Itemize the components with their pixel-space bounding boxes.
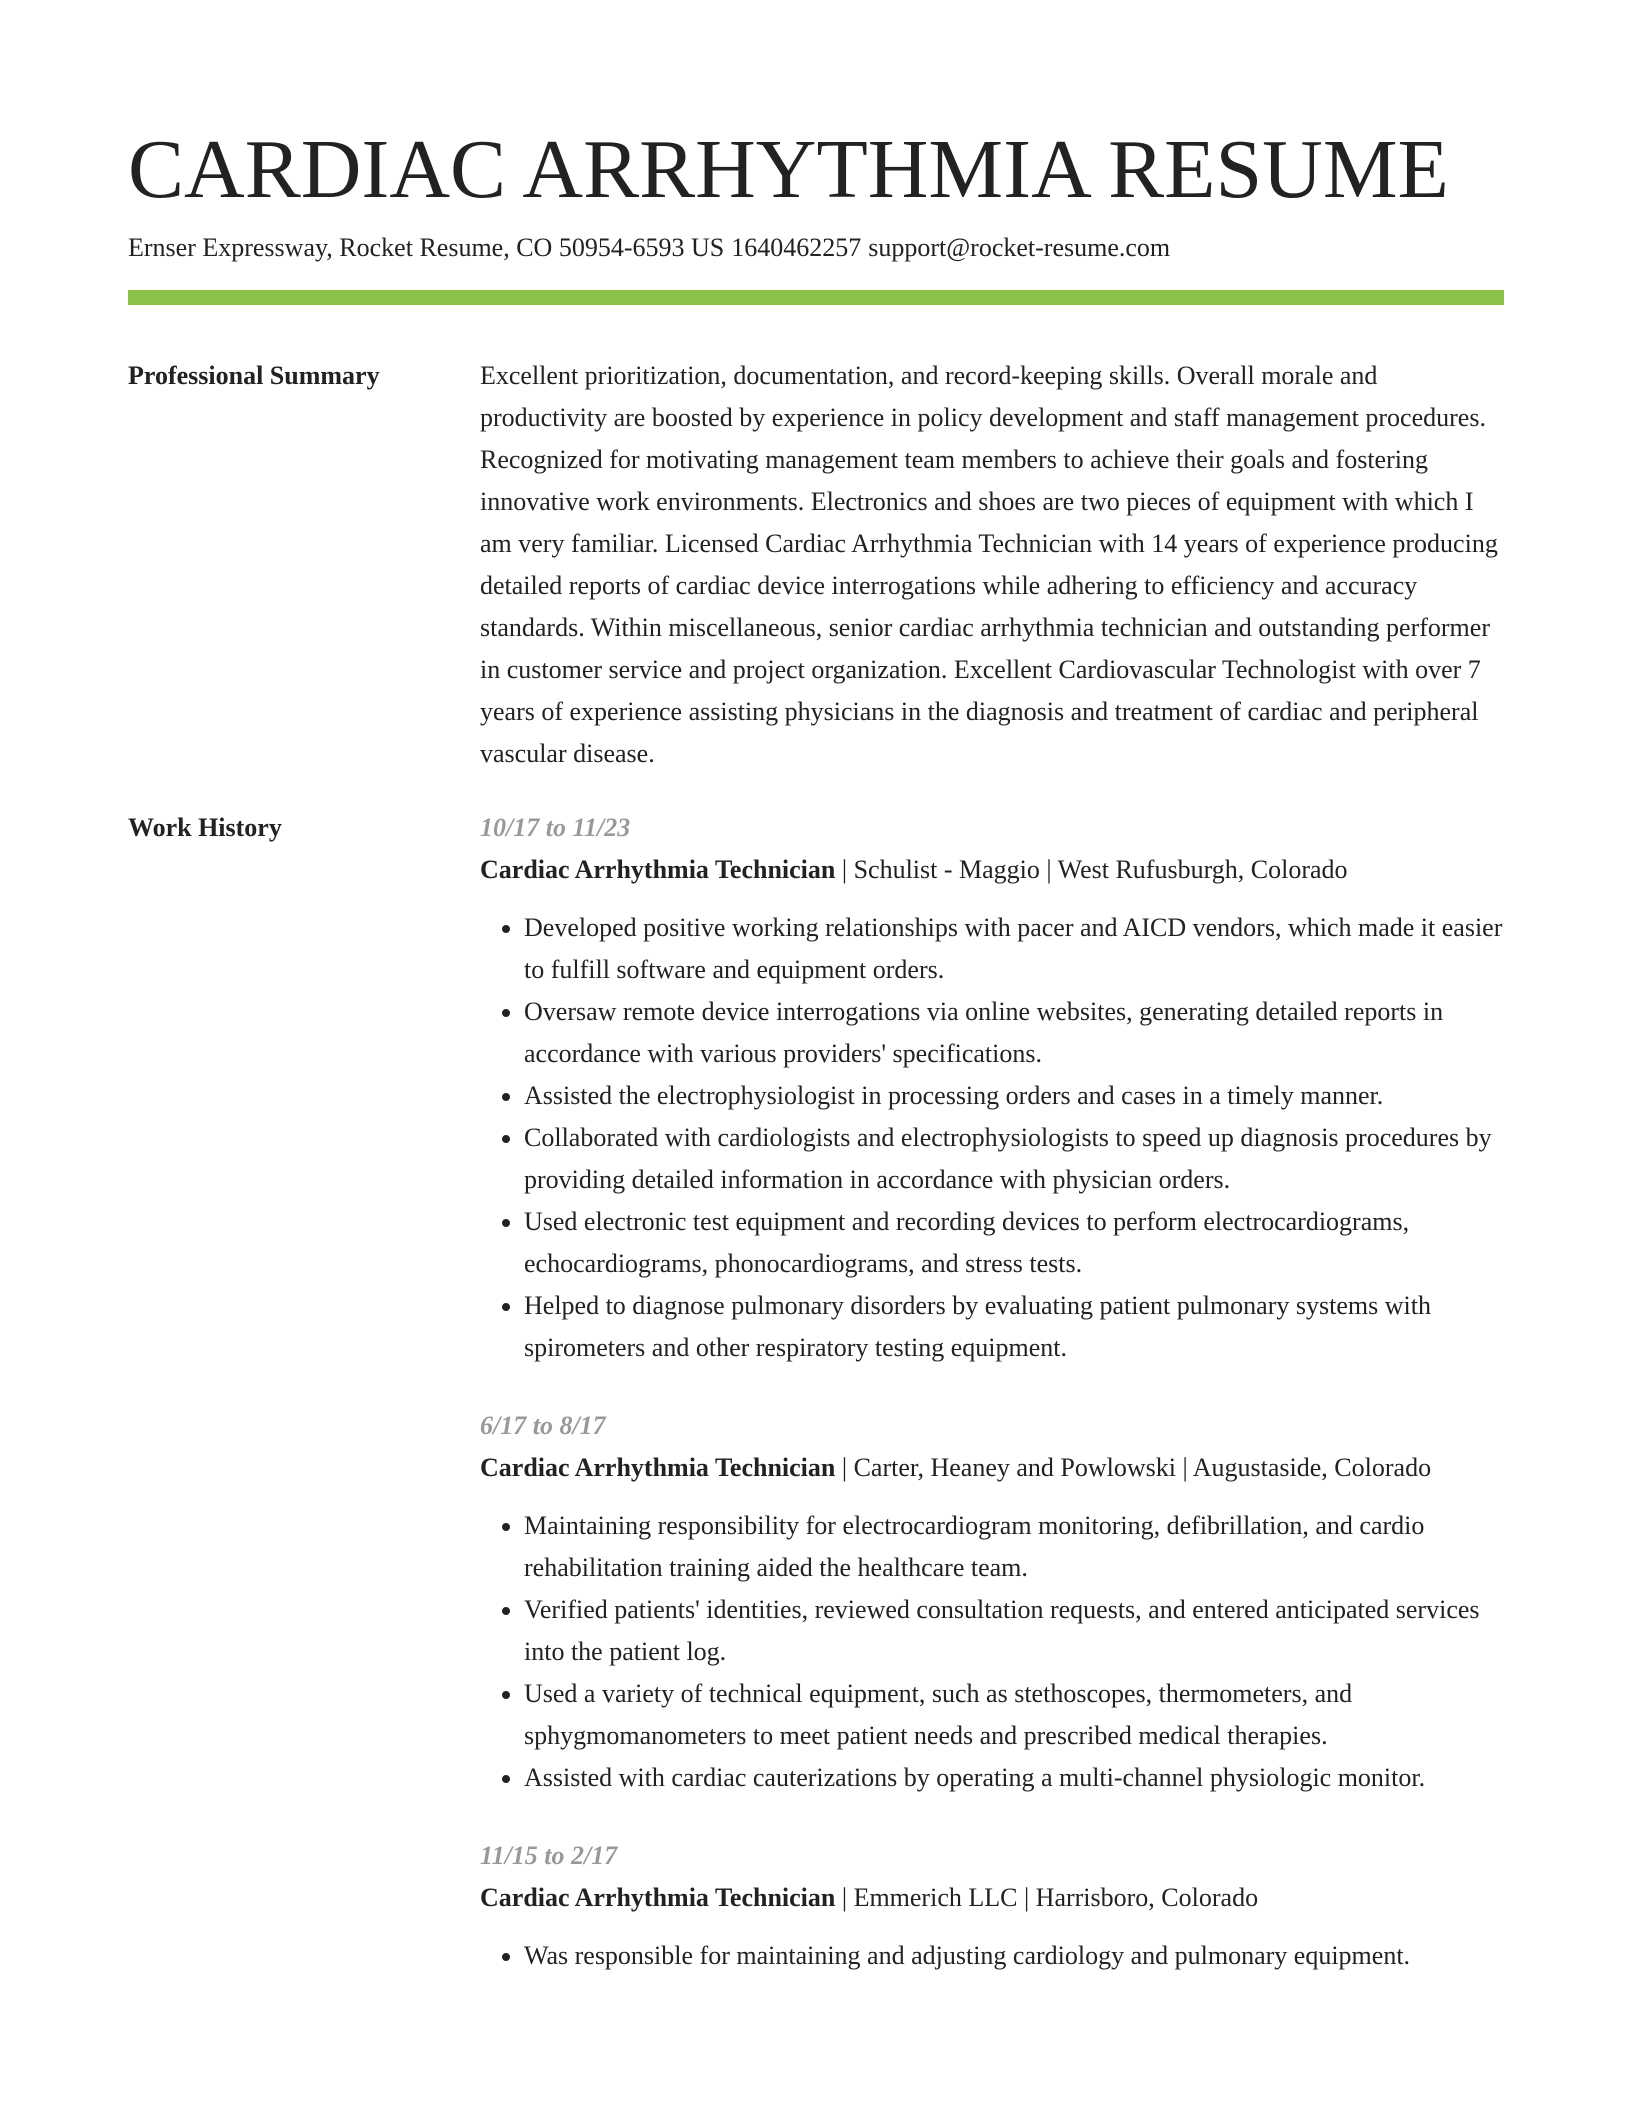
job-title: Cardiac Arrhythmia Technician xyxy=(480,1453,836,1482)
work-history-heading: Work History xyxy=(128,813,282,842)
summary-section xyxy=(128,355,1504,775)
job-employer-location: | Schulist - Maggio | West Rufusburgh, Colorado xyxy=(835,855,1348,884)
job-bullet: • Verified patients' identities, reviewed consultation requests, and entered anticipated services into the patient log. xyxy=(524,1589,1504,1673)
contact-email: support@rocket-resume.com xyxy=(868,233,1171,262)
job-bullet: • Assisted with cardiac cauterizations by operating a multi-channel physiologic monitor. xyxy=(524,1757,1504,1799)
summary-heading: Professional Summary xyxy=(128,361,380,390)
job-bullet-list xyxy=(480,1935,1504,1977)
work-history-list xyxy=(480,807,1504,1977)
contact-line xyxy=(128,230,1504,266)
job-employer-location: | Emmerich LLC | Harrisboro, Colorado xyxy=(835,1883,1259,1912)
job-entry xyxy=(480,1405,1504,1799)
resume-page xyxy=(128,120,1504,1977)
contact-phone: 1640462257 xyxy=(731,233,862,262)
work-history-section xyxy=(128,807,1504,1977)
accent-divider xyxy=(128,290,1504,305)
job-entry xyxy=(480,807,1504,1369)
job-bullet-list xyxy=(480,907,1504,1369)
summary-text: Excellent prioritization, documentation, and record-keeping skills. Overall morale and productivity are boosted by experience in policy development and staff management procedures. Recognized for motivating management team members to achieve their goals and fostering innovative work environments. Electronics and shoes are two pieces of equipment with which I am very familiar. Licensed Cardiac Arrhythmia Technician with 14 years of experience producing detailed reports of cardiac device interrogations while adhering to efficiency and accuracy standards. Within miscellaneous, senior cardiac arrhythmia technician and outstanding performer in customer service and project organization. Excellent Cardiovascular Technologist with over 7 years of experience assisting physicians in the diagnosis and treatment of cardiac and peripheral vascular disease. xyxy=(480,361,1498,768)
job-heading xyxy=(480,849,1504,891)
job-dates: 11/15 to 2/17 xyxy=(480,1841,618,1870)
job-bullet-list xyxy=(480,1505,1504,1799)
job-employer-location: | Carter, Heaney and Powlowski | Augustaside, Colorado xyxy=(835,1453,1432,1482)
job-title: Cardiac Arrhythmia Technician xyxy=(480,1883,836,1912)
job-bullet: • Used a variety of technical equipment, such as stethoscopes, thermometers, and sphygmomanometers to meet patient needs and prescribed medical therapies. xyxy=(524,1673,1504,1757)
resume-title: CARDIAC ARRHYTHMIA RESUME xyxy=(128,123,1449,216)
job-title: Cardiac Arrhythmia Technician xyxy=(480,855,836,884)
job-bullet: • Used electronic test equipment and recording devices to perform electrocardiograms, echocardiograms, phonocardiograms, and stress tests. xyxy=(524,1201,1504,1285)
job-dates: 6/17 to 8/17 xyxy=(480,1411,606,1440)
job-bullet: • Developed positive working relationships with pacer and AICD vendors, which made it easier to fulfill software and equipment orders. xyxy=(524,907,1504,991)
contact-address: Ernser Expressway, Rocket Resume, CO 50954-6593 US xyxy=(128,233,725,262)
job-bullet: • Assisted the electrophysiologist in processing orders and cases in a timely manner. xyxy=(524,1075,1504,1117)
job-bullet: • Collaborated with cardiologists and electrophysiologists to speed up diagnosis procedures by providing detailed information in accordance with physician orders. xyxy=(524,1117,1504,1201)
job-entry xyxy=(480,1835,1504,1977)
job-dates: 10/17 to 11/23 xyxy=(480,813,631,842)
job-heading xyxy=(480,1447,1504,1489)
job-bullet: • Was responsible for maintaining and adjusting cardiology and pulmonary equipment. xyxy=(524,1935,1504,1977)
job-bullet: • Maintaining responsibility for electrocardiogram monitoring, defibrillation, and cardio rehabilitation training aided the healthcare team. xyxy=(524,1505,1504,1589)
job-bullet: • Helped to diagnose pulmonary disorders by evaluating patient pulmonary systems with spirometers and other respiratory testing equipment. xyxy=(524,1285,1504,1369)
job-heading xyxy=(480,1877,1504,1919)
job-bullet: • Oversaw remote device interrogations via online websites, generating detailed reports in accordance with various providers' specifications. xyxy=(524,991,1504,1075)
